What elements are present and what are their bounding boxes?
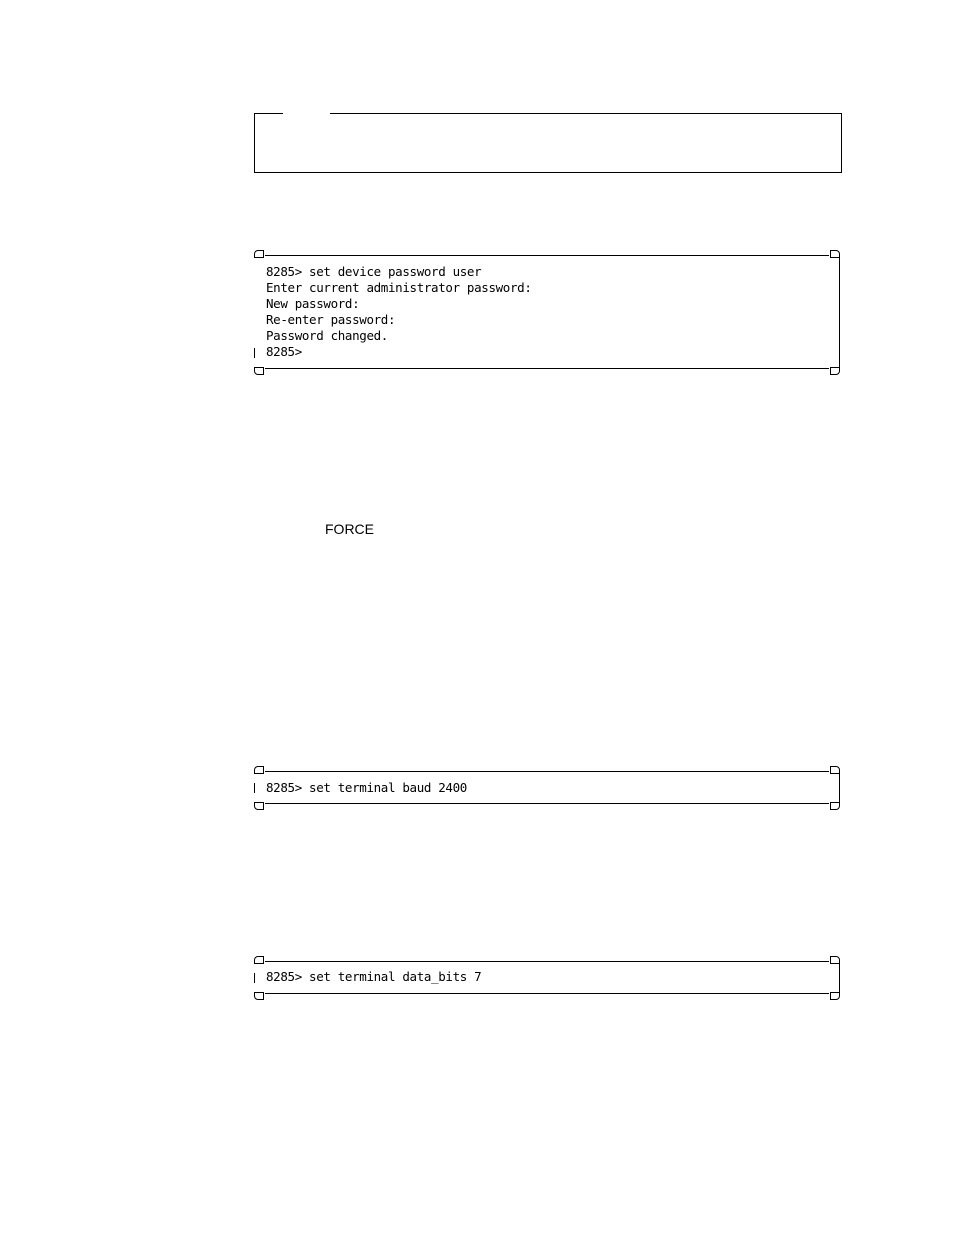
top-rule [265, 255, 829, 256]
corner [254, 956, 264, 964]
right-edge [839, 256, 840, 369]
left-edge [254, 973, 255, 983]
bottom-rule [265, 803, 829, 804]
console-line: 8285> set device password user [266, 264, 482, 279]
screen-example-password [254, 256, 840, 369]
console-line: Enter current administrator password: [266, 280, 532, 295]
bottom-rule [265, 993, 829, 994]
console-line: New password: [266, 296, 360, 311]
corner [254, 250, 264, 258]
console-line: 8285> set terminal baud 2400 [266, 780, 467, 795]
corner [254, 992, 264, 1000]
command-output [266, 264, 532, 360]
left-edge [254, 783, 255, 793]
right-edge [839, 962, 840, 994]
corner [254, 766, 264, 774]
screen-example-baud [254, 772, 840, 804]
command-output [266, 780, 467, 796]
corner [254, 802, 264, 810]
force-keyword: FORCE [325, 521, 374, 537]
corner [254, 367, 264, 375]
note-box [254, 113, 842, 173]
console-line: 8285> [266, 344, 302, 359]
screen-example-data-bits [254, 962, 840, 994]
right-edge [839, 772, 840, 804]
top-rule [265, 961, 829, 962]
console-line: 8285> set terminal data_bits 7 [266, 969, 482, 984]
console-line: Re-enter password: [266, 312, 396, 327]
bottom-rule [265, 368, 829, 369]
top-rule [265, 771, 829, 772]
note-box-label-gap [283, 111, 330, 115]
console-line: Password changed. [266, 328, 388, 343]
command-output [266, 969, 481, 985]
left-edge [254, 348, 255, 358]
